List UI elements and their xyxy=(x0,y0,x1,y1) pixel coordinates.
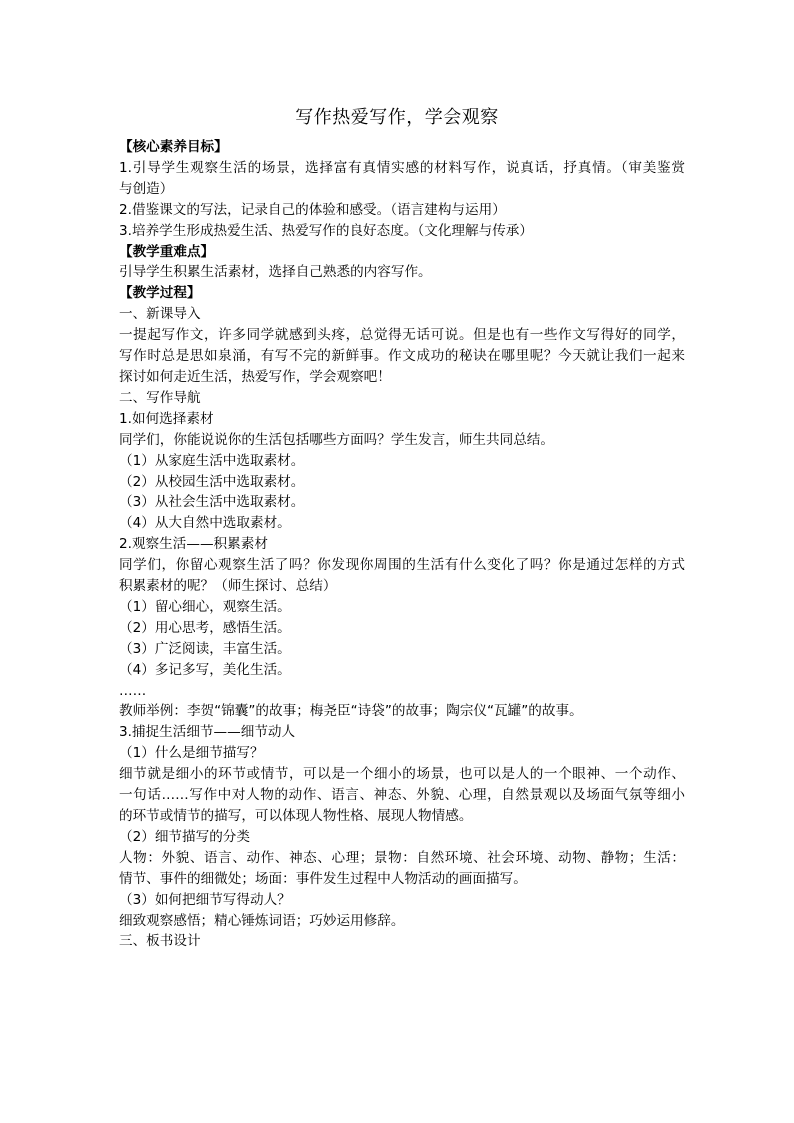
list-item: （4）多记多写，美化生活。 xyxy=(119,661,291,678)
how-moving-answer: 细致观察感悟；精心锤炼词语；巧妙运用修辞。 xyxy=(119,912,405,929)
question-detail-types: （2）细节描写的分类 xyxy=(119,828,250,845)
detail-types-line: 人物：外貌、语言、动作、神态、心理；景物：自然环境、社会环境、动物、静物；生活： xyxy=(119,849,685,866)
goal-item-2: 2.借鉴课文的写法，记录自己的体验和感受。（语言建构与运用） xyxy=(119,201,506,218)
detail-paragraph-line: 的环节或情节的描写，可以体现人物性格、展现人物情感。 xyxy=(119,808,473,824)
list-item: （3）从社会生活中选取素材。 xyxy=(119,494,305,511)
subheading-board-design: 三、板书设计 xyxy=(119,933,201,950)
teacher-example: 教师举例：李贺“锦囊”的故事；梅尧臣“诗袋”的故事；陶宗仪“瓦罐”的故事。 xyxy=(119,703,583,720)
intro-paragraph-line: 一提起写作文，许多同学就感到头疼，总觉得无话可说。但是也有一些作文写得好的同学， xyxy=(119,327,685,344)
goal-item-1: 1.引导学生观察生活的场景，选择富有真情实感的材料写作，说真话，抒真情。（审美鉴赏 xyxy=(119,159,685,176)
detail-types-line: 情节、事件的细微处；场面：事件发生过程中人物活动的画面描写。 xyxy=(119,870,527,887)
choose-material-text: 同学们，你能说说你的生活包括哪些方面吗？学生发言，师生共同总结。 xyxy=(119,431,554,448)
question-how-moving: （3）如何把细节写得动人？ xyxy=(119,891,291,908)
list-item: （4）从大自然中选取素材。 xyxy=(119,515,291,532)
goal-item-1-cont: 与创造） xyxy=(119,180,174,197)
list-item: （2）从校园生活中选取素材。 xyxy=(119,473,305,490)
section-heading-core-goals: 【核心素养目标】 xyxy=(119,139,228,155)
key-points-text: 引导学生积累生活素材，选择自己熟悉的内容写作。 xyxy=(119,264,432,281)
ellipsis: …… xyxy=(119,682,147,699)
question-what-is-detail: （1）什么是细节描写？ xyxy=(119,745,264,762)
list-item: （3）广泛阅读，丰富生活。 xyxy=(119,640,291,657)
subheading-observe-life: 2.观察生活——积累素材 xyxy=(119,536,268,553)
subheading-capture-details: 3.捕捉生活细节——细节动人 xyxy=(119,724,296,741)
list-item: （2）用心思考，感悟生活。 xyxy=(119,619,291,636)
section-heading-key-points: 【教学重难点】 xyxy=(119,243,215,260)
observe-life-text: 同学们，你留心观察生活了吗？你发现你周围的生活有什么变化了吗？你是通过怎样的方式 xyxy=(119,557,685,574)
document-body xyxy=(119,137,685,952)
intro-paragraph-line: 探讨如何走近生活，热爱写作，学会观察吧！ xyxy=(119,368,391,385)
observe-life-text: 积累素材的呢？（师生探讨、总结） xyxy=(119,578,337,595)
detail-paragraph-line: 一句话……写作中对人物的动作、语言、神态、外貌、心理，自然景观以及场面气氛等细小 xyxy=(119,787,685,804)
detail-paragraph-line: 细节就是细小的环节或情节，可以是一个细小的场景，也可以是人的一个眼神、一个动作、 xyxy=(119,766,685,783)
goal-item-3: 3.培养学生形成热爱生活、热爱写作的良好态度。（文化理解与传承） xyxy=(119,222,533,239)
list-item: （1）从家庭生活中选取素材。 xyxy=(119,452,305,469)
section-heading-process: 【教学过程】 xyxy=(119,285,201,302)
subheading-intro: 一、新课导入 xyxy=(119,306,201,323)
intro-paragraph-line: 写作时总是思如泉涌，有写不完的新鲜事。作文成功的秘诀在哪里呢？今天就让我们一起来 xyxy=(119,348,685,365)
subheading-writing-guide: 二、写作导航 xyxy=(119,389,201,406)
document-title: 写作热爱写作，学会观察 xyxy=(295,107,499,128)
subheading-choose-material: 1.如何选择素材 xyxy=(119,410,214,427)
list-item: （1）留心细心，观察生活。 xyxy=(119,598,291,615)
